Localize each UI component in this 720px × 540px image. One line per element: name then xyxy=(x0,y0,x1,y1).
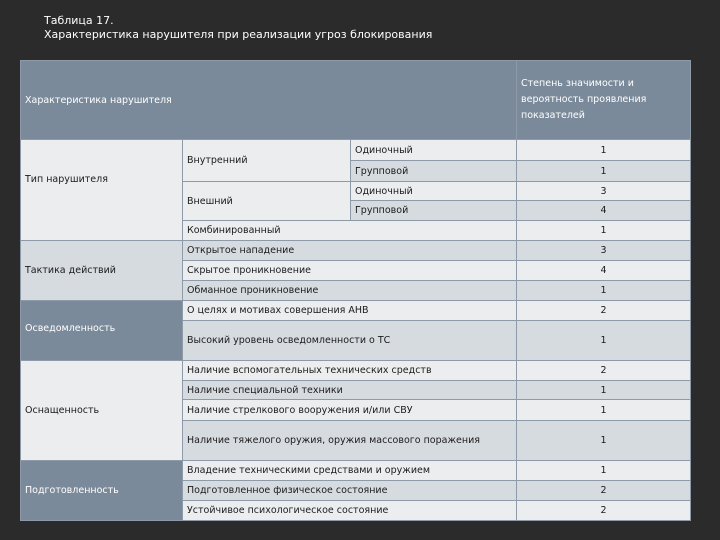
type-external-single: Одиночный xyxy=(351,182,517,201)
value-cell: 1 xyxy=(517,161,691,182)
header-significance-line: показателей xyxy=(521,110,585,121)
value-cell: 4 xyxy=(517,261,691,281)
value-cell: 3 xyxy=(517,241,691,261)
value-cell: 1 xyxy=(517,140,691,161)
type-internal: Внутренний xyxy=(183,140,351,182)
category-equipment: Оснащенность xyxy=(21,361,183,461)
category-type: Тип нарушителя xyxy=(21,140,183,241)
row-label: Устойчивое психологическое состояние xyxy=(183,501,517,521)
value-cell: 2 xyxy=(517,501,691,521)
value-cell: 1 xyxy=(517,321,691,361)
table-header-row xyxy=(21,61,691,140)
type-internal-group: Групповой xyxy=(351,161,517,182)
header-significance xyxy=(517,61,691,140)
row-label: Наличие специальной техники xyxy=(183,381,517,400)
row-label: О целях и мотивах совершения АНВ xyxy=(183,301,517,321)
type-external-group: Групповой xyxy=(351,201,517,221)
table-row xyxy=(21,241,691,261)
row-label: Обманное проникновение xyxy=(183,281,517,301)
table-row xyxy=(21,361,691,381)
value-cell: 1 xyxy=(517,400,691,421)
category-training: Подготовленность xyxy=(21,461,183,521)
row-label: Высокий уровень осведомленности о ТС xyxy=(183,321,517,361)
value-cell: 4 xyxy=(517,201,691,221)
row-label: Подготовленное физическое состояние xyxy=(183,481,517,501)
row-label: Наличие вспомогательных технических средств xyxy=(183,361,517,381)
type-external: Внешний xyxy=(183,182,351,221)
table-row xyxy=(21,301,691,321)
value-cell: 1 xyxy=(517,381,691,400)
category-tactics: Тактика действий xyxy=(21,241,183,301)
value-cell: 1 xyxy=(517,281,691,301)
value-cell: 2 xyxy=(517,301,691,321)
row-label: Открытое нападение xyxy=(183,241,517,261)
value-cell: 1 xyxy=(517,461,691,481)
value-cell: 1 xyxy=(517,421,691,461)
table-row xyxy=(21,461,691,481)
value-cell: 2 xyxy=(517,361,691,381)
category-awareness: Осведомленность xyxy=(21,301,183,361)
table-caption xyxy=(44,14,432,42)
caption-number: Таблица 17. xyxy=(44,14,114,27)
type-internal-single: Одиночный xyxy=(351,140,517,161)
row-label: Наличие стрелкового вооружения и/или СВУ xyxy=(183,400,517,421)
table-row xyxy=(21,140,691,161)
type-combined: Комбинированный xyxy=(183,221,517,241)
row-label: Владение техническими средствами и оружием xyxy=(183,461,517,481)
value-cell: 1 xyxy=(517,221,691,241)
violator-characteristics-table xyxy=(20,60,691,521)
caption-title: Характеристика нарушителя при реализации угроз блокирования xyxy=(44,28,433,41)
row-label: Наличие тяжелого оружия, оружия массового поражения xyxy=(183,421,517,461)
header-significance-line: Степень значимости и xyxy=(521,78,634,89)
value-cell: 2 xyxy=(517,481,691,501)
header-characteristic: Характеристика нарушителя xyxy=(21,61,517,140)
value-cell: 3 xyxy=(517,182,691,201)
row-label: Скрытое проникновение xyxy=(183,261,517,281)
header-significance-line: вероятность проявления xyxy=(521,94,647,105)
